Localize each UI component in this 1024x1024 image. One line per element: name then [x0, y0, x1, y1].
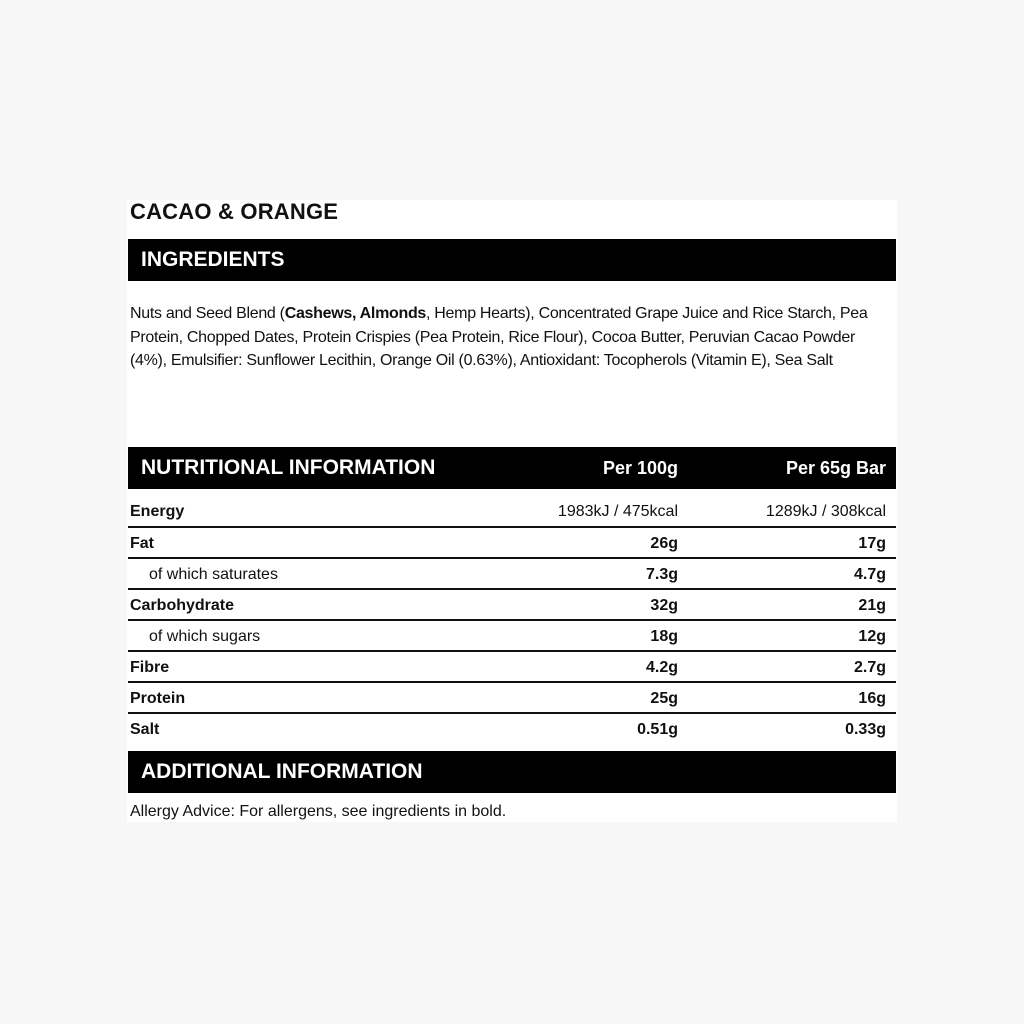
- per-bar-value: 0.33g: [845, 721, 886, 738]
- per-100g-value: 18g: [650, 628, 678, 645]
- ingredient-text: Nuts and Seed Blend (: [130, 305, 285, 322]
- per-bar-column-heading: Per 65g Bar: [785, 458, 886, 478]
- ingredients-header-bar: [128, 239, 896, 281]
- per-100g-value: 0.51g: [637, 721, 678, 738]
- table-row: [128, 621, 896, 652]
- nutrition-table: [128, 496, 896, 745]
- nutrition-heading: NUTRITIONAL INFORMATION: [141, 456, 436, 479]
- additional-heading: ADDITIONAL INFORMATION: [141, 760, 423, 783]
- ingredient-text: , Hemp Hearts), Concentrated Grape Juice and Rice Starch, Pea Protein, Chopped Dates, Protein Crispies (Pea Protein, Rice Flour), Cocoa Butter, Peruvian Cacao Powder (4%), Emulsifier: Sunflower Lecithin, Orange Oil (0.63%), Antioxidant: Tocopherols (Vitamin E), Sea Salt: [130, 305, 868, 369]
- per-100g-value: 26g: [650, 535, 678, 552]
- per-bar-value: 21g: [858, 597, 886, 614]
- nutrient-label: Fat: [130, 535, 154, 552]
- nutrition-label-panel: [127, 200, 897, 822]
- nutrition-header-bar: [128, 447, 896, 489]
- table-row: [128, 714, 896, 745]
- per-bar-value: 12g: [858, 628, 886, 645]
- nutrient-label: Salt: [130, 721, 160, 738]
- nutrient-label: of which sugars: [149, 628, 261, 645]
- additional-header-bar: [128, 751, 896, 793]
- table-row: [128, 559, 896, 590]
- nutrient-label: of which saturates: [149, 566, 278, 583]
- table-row: [128, 683, 896, 714]
- table-row: [128, 528, 896, 559]
- product-title: CACAO & ORANGE: [130, 199, 339, 224]
- per-100g-value: 4.2g: [645, 659, 678, 676]
- per-bar-value: 4.7g: [853, 566, 886, 583]
- per-bar-value: 1289kJ / 308kcal: [765, 503, 886, 520]
- allergen-text: Cashews, Almonds: [284, 305, 427, 322]
- per-100g-value: 25g: [650, 690, 678, 707]
- nutrient-label: Protein: [130, 690, 186, 707]
- per-100g-value: 7.3g: [645, 566, 678, 583]
- per-bar-value: 17g: [858, 535, 886, 552]
- per-100g-value: 1983kJ / 475kcal: [557, 503, 678, 520]
- allergy-advice: Allergy Advice: For allergens, see ingredients in bold.: [130, 803, 507, 820]
- table-row: [128, 496, 896, 528]
- per-bar-value: 16g: [858, 690, 886, 707]
- nutrient-label: Fibre: [130, 659, 170, 676]
- nutrient-label: Energy: [130, 503, 185, 520]
- nutrient-label: Carbohydrate: [130, 597, 235, 614]
- table-row: [128, 590, 896, 621]
- ingredients-heading: INGREDIENTS: [141, 248, 285, 271]
- per-100g-value: 32g: [650, 597, 678, 614]
- per-100g-column-heading: Per 100g: [602, 458, 678, 478]
- table-row: [128, 652, 896, 683]
- per-bar-value: 2.7g: [853, 659, 886, 676]
- ingredients-text: [130, 302, 870, 373]
